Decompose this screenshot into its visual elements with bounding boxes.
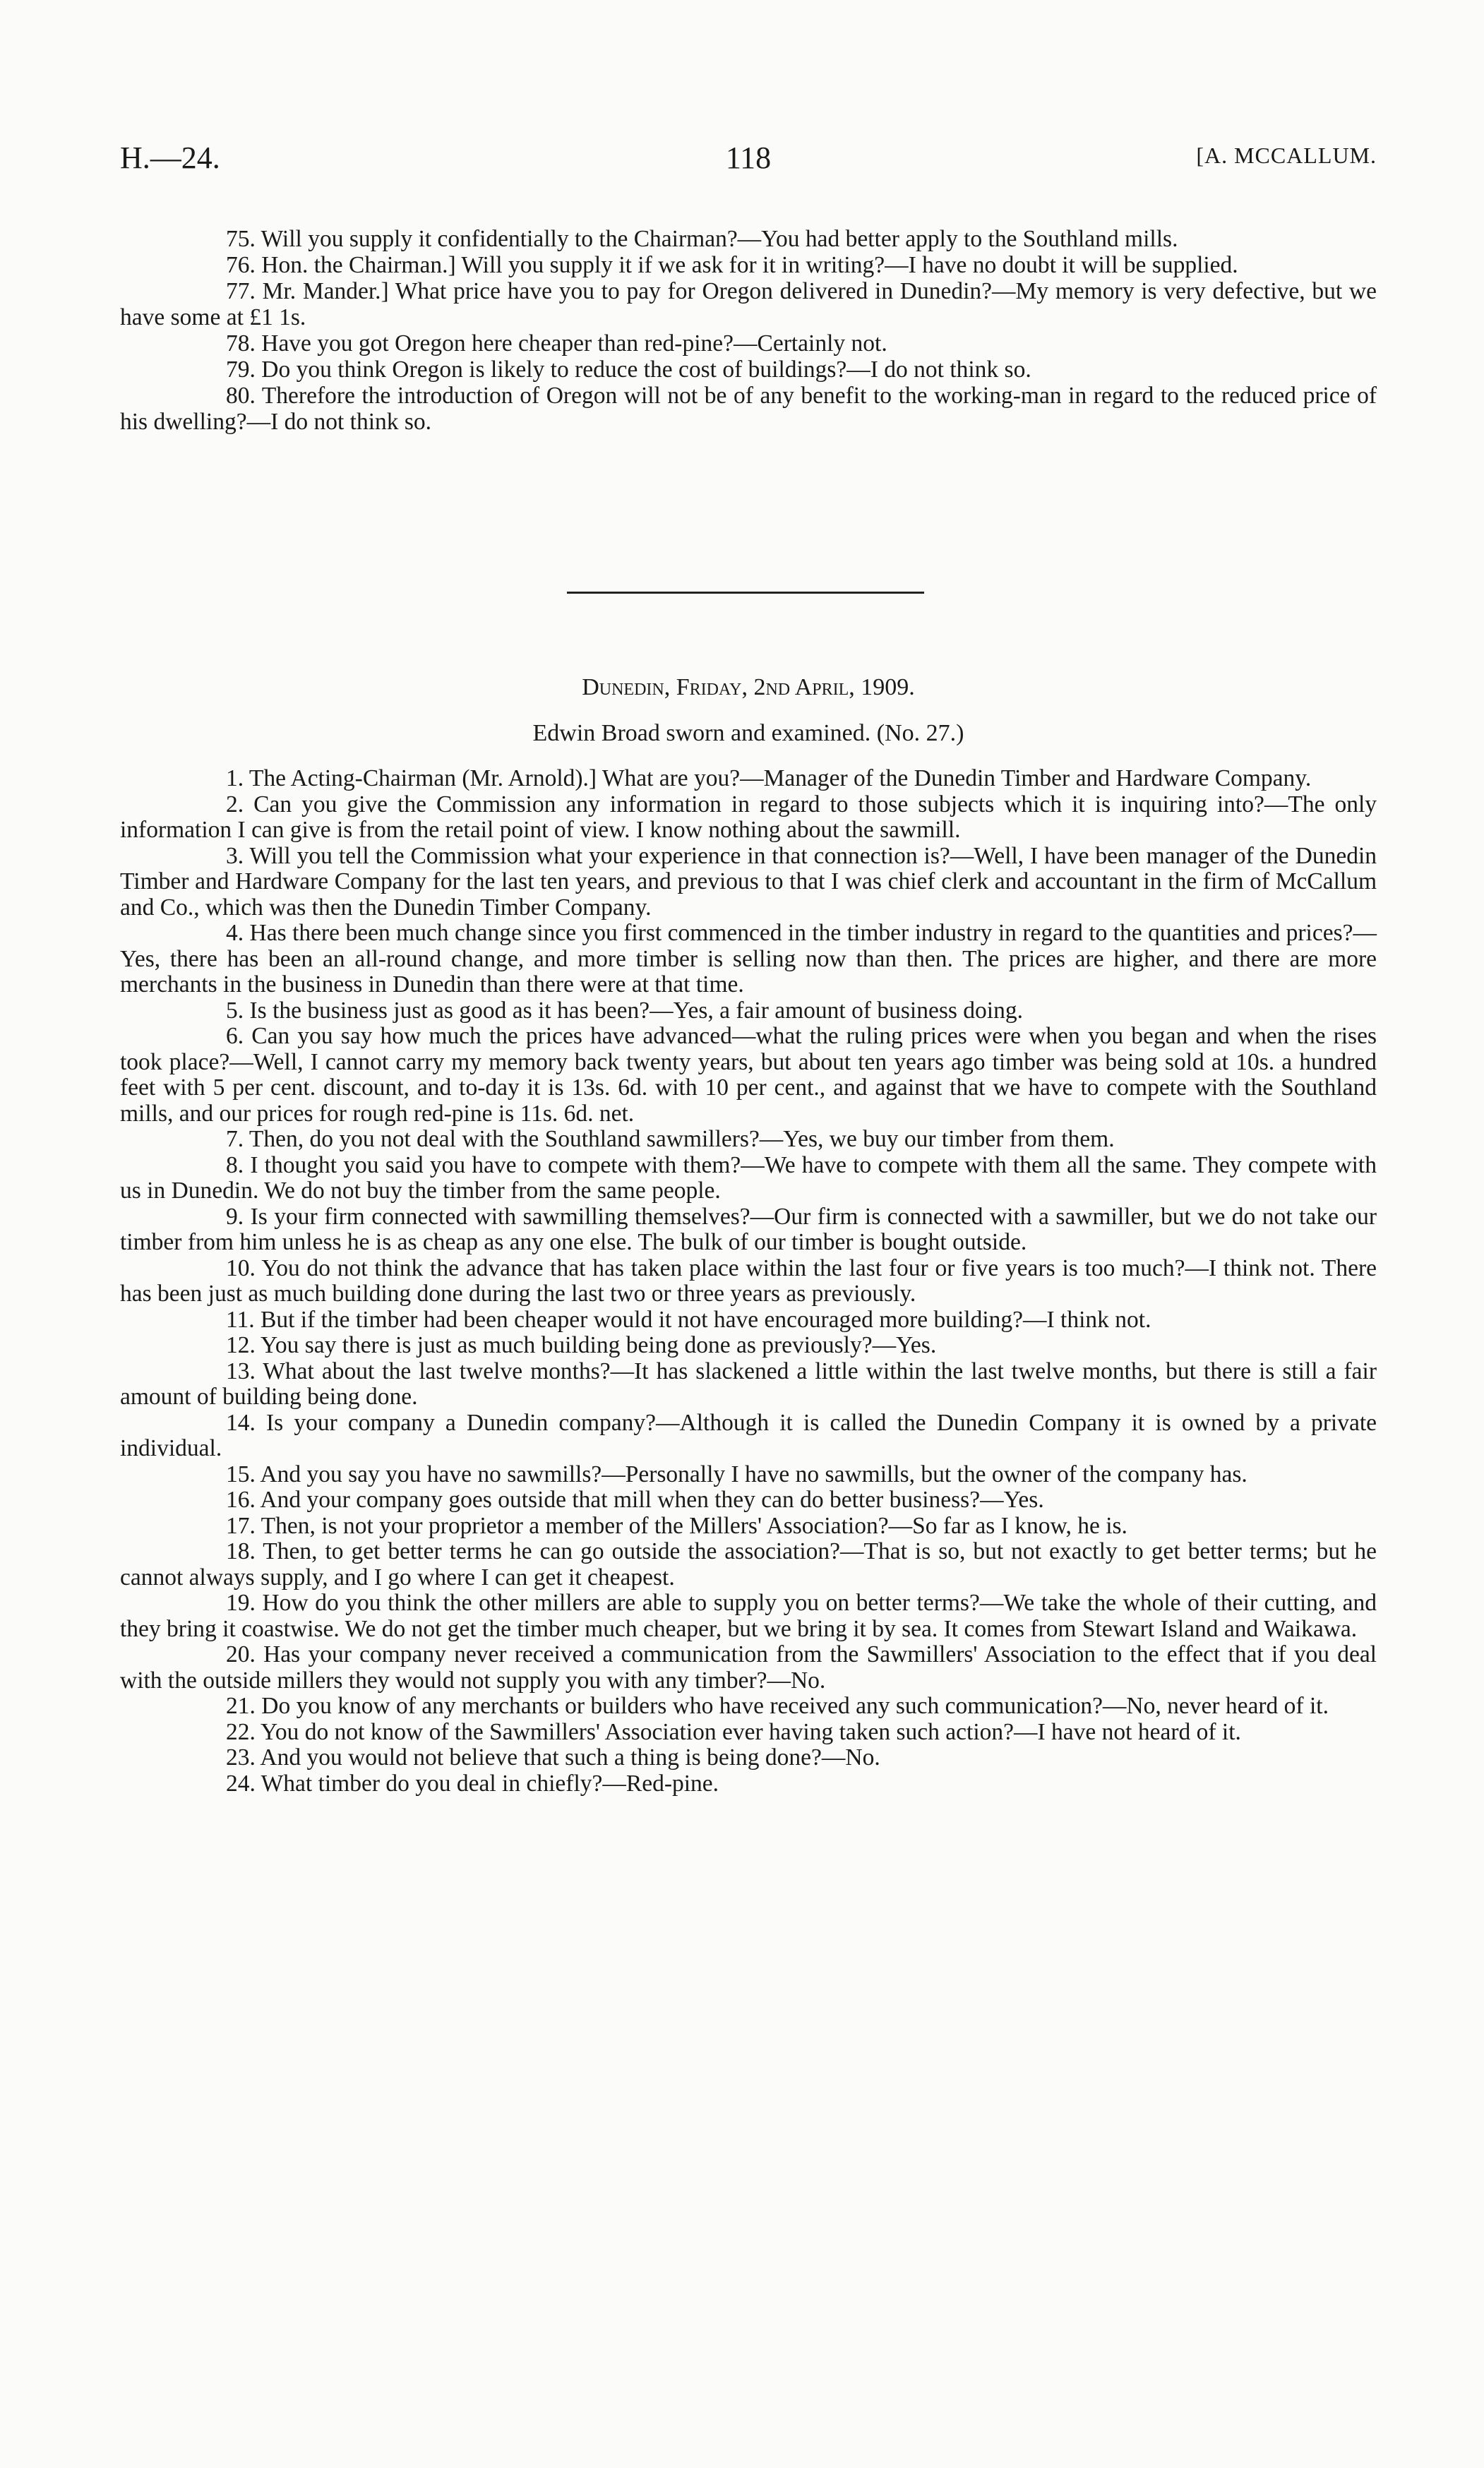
evidence-continued (120, 226, 1377, 435)
question-13: 13. What about the last twelve months?—It has slackened a little within the last twelve months, but there is still a fair amount of building being done. (120, 1358, 1377, 1410)
question-11: 11. But if the timber had been cheaper would it not have encouraged more building?—I think not. (226, 1306, 1151, 1333)
question-16: 16. And your company goes outside that mill when they can do better business?—Yes. (226, 1487, 1044, 1513)
question-4: 4. Has there been much change since you first commenced in the timber industry in regard to the quantities and prices?—Yes, there has been an all-round change, and more timber is selling now than then. The prices are higher, and there are more merchants in the business in Dunedin than there were at that time. (120, 920, 1377, 998)
question-2: 2. Can you give the Commission any information in regard to those subjects which it is inquiring into?—The only information I can give is from the retail point of view. I know nothing about the sawmill. (120, 791, 1377, 843)
question-79: 79. Do you think Oregon is likely to reduce the cost of buildings?—I do not think so. (226, 357, 1031, 383)
question-18: 18. Then, to get better terms he can go outside the association?—That is so, but not exactly to get better terms; but he cannot always supply, and I go where I can get it cheapest. (120, 1538, 1377, 1591)
question-15: 15. And you say you have no sawmills?—Personally I have no sawmills, but the owner of the company has. (226, 1461, 1247, 1487)
question-9: 9. Is your firm connected with sawmilling themselves?—Our firm is connected with a sawmiller, but we do not take our timber from him unless he is as cheap as any one else. The bulk of our timber is bought outside. (120, 1203, 1377, 1255)
question-80: 80. Therefore the introduction of Oregon will not be of any benefit to the working-man in regard to the reduced price of his dwelling?—I do not think so. (120, 383, 1377, 435)
question-3: 3. Will you tell the Commission what your experience in that connection is?—Well, I have been manager of the Dunedin Timber and Hardware Company for the last ten years, and previous to that I was chief clerk and accountant in the firm of McCallum and Co., which was then the Dunedin Timber Company. (120, 842, 1377, 921)
question-20: 20. Has your company never received a communication from the Sawmillers' Association to the effect that if you deal with the outside millers they would not supply you with any timber?—No. (120, 1641, 1377, 1694)
question-76: 76. Hon. the Chairman.] Will you supply it if we ask for it in writing?—I have no doubt it will be supplied. (226, 252, 1238, 278)
question-6: 6. Can you say how much the prices have advanced—what the ruling prices were when you began and when the rises took place?—Well, I cannot carry my memory back twenty years, but about ten years ago timber was being sold at 10s. a hundred feet with 5 per cent. discount, and to-day it is 13s. 6d. with 10 per cent., and against that we have to compete with the Southland mills, and our prices for rough red-pine is 11s. 6d. net. (120, 1023, 1377, 1127)
section-divider (567, 592, 924, 594)
witness-heading: Edwin Broad sworn and examined. (No. 27.) (532, 720, 964, 746)
question-24: 24. What timber do you deal in chiefly?—Red-pine. (226, 1770, 719, 1797)
question-21: 21. Do you know of any merchants or builders who have received any such communication?—No, never heard of it. (226, 1693, 1329, 1719)
question-23: 23. And you would not believe that such a thing is being done?—No. (226, 1744, 880, 1771)
question-1: 1. The Acting-Chairman (Mr. Arnold).] What are you?—Manager of the Dunedin Timber and Hardware Company. (226, 765, 1312, 791)
question-10: 10. You do not think the advance that has taken place within the last four or five years is too much?—I think not. There has been just as much building done during the last two or three years as previously. (120, 1254, 1377, 1307)
question-17: 17. Then, is not your proprietor a member of the Millers' Association?—So far as I know, he is. (226, 1512, 1127, 1539)
question-12: 12. You say there is just as much building being done as previously?—Yes. (226, 1332, 937, 1358)
question-8: 8. I thought you said you have to compete with them?—We have to compete with them all the same. They compete with us in Dunedin. We do not buy the timber from the same people. (120, 1151, 1377, 1204)
question-14: 14. Is your company a Dunedin company?—Although it is called the Dunedin Company it is owned by a private individual. (120, 1409, 1377, 1461)
page-header (120, 140, 1377, 182)
question-7: 7. Then, do you not deal with the Southland sawmillers?—Yes, we buy our timber from them. (226, 1126, 1115, 1152)
question-5: 5. Is the business just as good as it has been?—Yes, a fair amount of business doing. (226, 997, 1023, 1024)
question-75: 75. Will you supply it confidentially to the Chairman?—You had better apply to the Southland mills. (226, 226, 1178, 252)
evidence-edwin-broad (120, 766, 1377, 1797)
page-number: 118 (725, 140, 772, 175)
question-19: 19. How do you think the other millers are able to supply you on better terms?—We take the whole of their cutting, and they bring it coastwise. We do not get the timber much cheaper, but we bring it by sea. It comes from Stewart Island and Waikawa. (120, 1590, 1377, 1642)
question-22: 22. You do not know of the Sawmillers' Association ever having taken such action?—I have not heard of it. (226, 1718, 1241, 1745)
question-77: 77. Mr. Mander.] What price have you to pay for Oregon delivered in Dunedin?—My memory is very defective, but we have some at £1 1s. (120, 278, 1377, 330)
paper-reference: H.—24. (120, 140, 220, 175)
question-78: 78. Have you got Oregon here cheaper than red-pine?—Certainly not. (226, 330, 887, 357)
session-date-heading: Dunedin, Friday, 2nd April, 1909. (582, 674, 915, 700)
witness-name-header: [A. MCCALLUM. (1196, 143, 1377, 168)
